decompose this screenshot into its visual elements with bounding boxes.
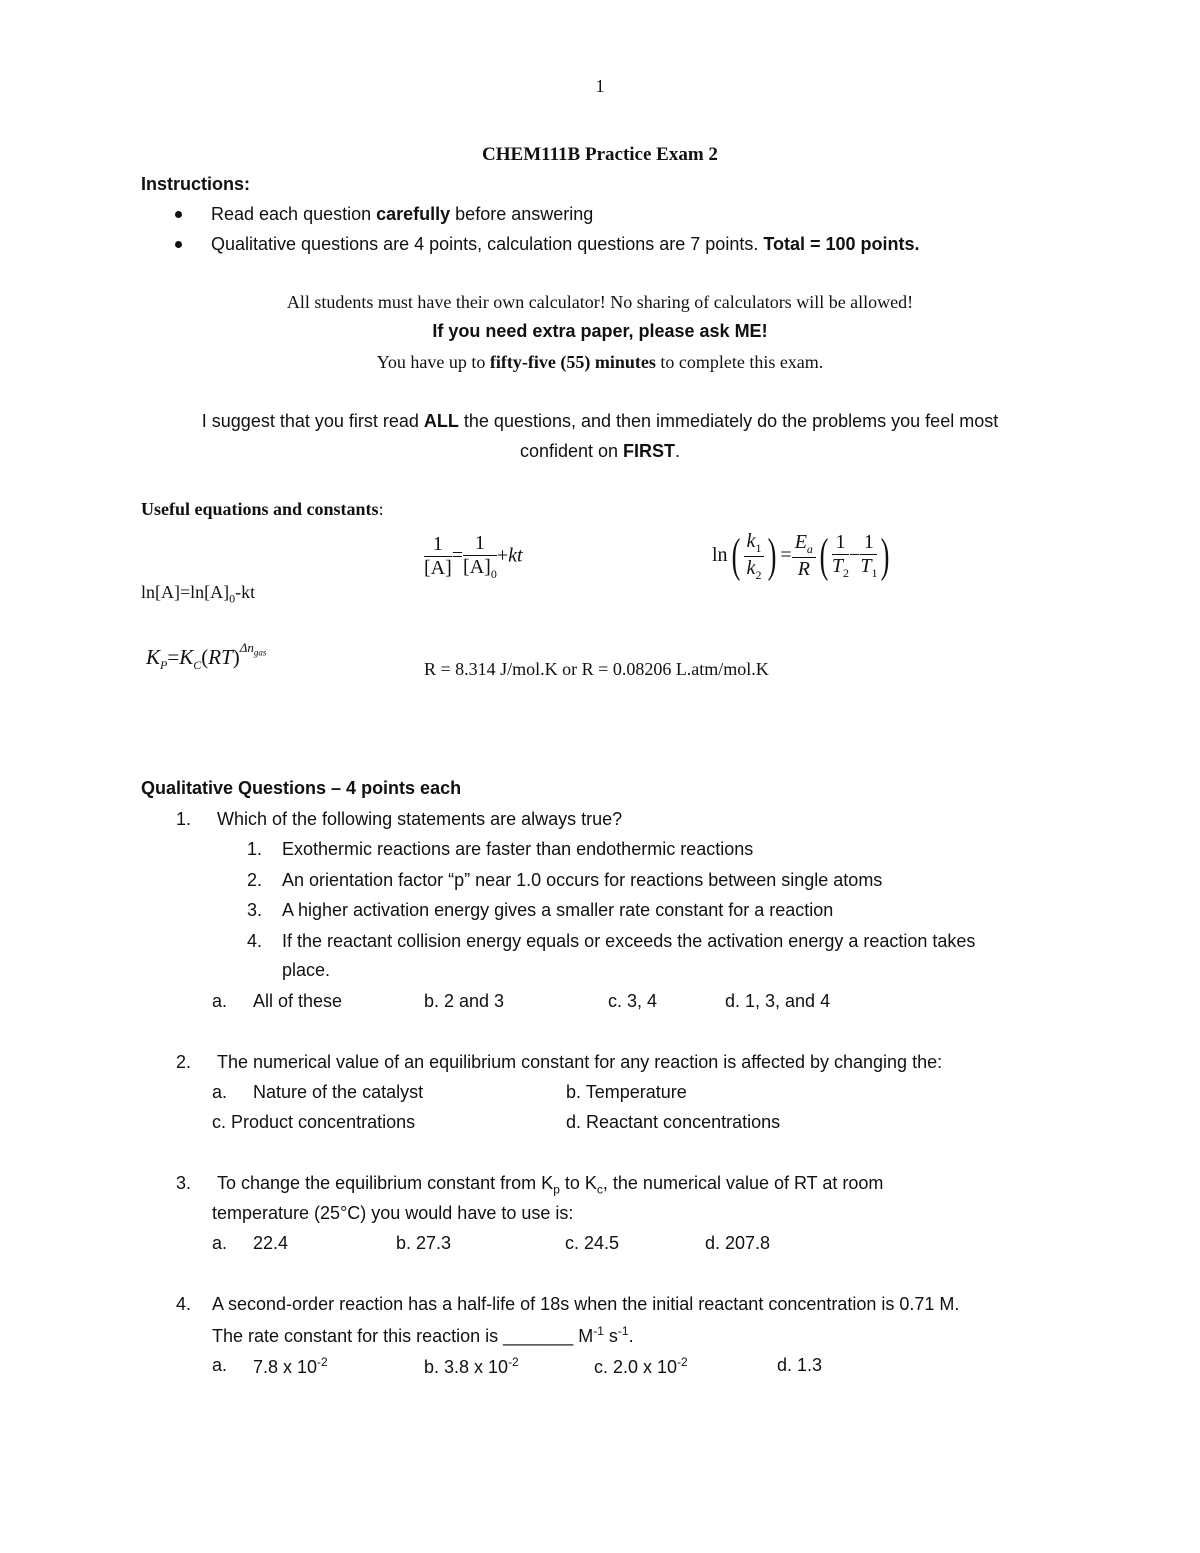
statement-text: If the reactant collision energy equals or exceeds the activation energy a reaction takes — [282, 931, 976, 951]
arrhenius-equation: ln( $\frac{k_1}{k_2}$ ) = $\frac{E_a}{R}$ ( $\frac{1}{T_2}$ − $\frac{1}{T_1}$ ) — [712, 529, 890, 583]
instruction-item-2: Qualitative questions are 4 points, calculation questions are 7 points. Total = 100 points. — [211, 234, 920, 254]
bullet-icon — [175, 241, 182, 248]
option-a: 22.4 — [253, 1233, 289, 1253]
question-3-text: To change the equilibrium constant from $K_p$ to $K_c$, the numerical value of RT at room — [217, 1173, 884, 1197]
suggestion-line-1: I suggest that you first read ALL the questions, and then immediately do the problems you feel most — [201, 411, 999, 431]
question-1-number: 1. — [176, 809, 192, 829]
question-3-text-line-2: temperature (25°C) you would have to use is: — [212, 1203, 574, 1223]
bullet-icon — [175, 211, 182, 218]
kp-kc-equation: $K_P=K_C(RT)^{\Delta n_{gas}}$ — [146, 640, 267, 673]
option-b: b. 2 and 3 — [424, 991, 505, 1011]
option-label: a. — [212, 1082, 228, 1102]
section-heading: Qualitative Questions – 4 points each — [141, 778, 462, 798]
page-number: 1 — [595, 76, 605, 96]
option-c: c. 3, 4 — [608, 991, 658, 1011]
option-b: b. 3.8 x $10^{-2}$ — [424, 1355, 519, 1377]
question-2-text: The numerical value of an equilibrium constant for any reaction is affected by changing the: — [217, 1052, 943, 1072]
statement-number: 2. — [247, 870, 263, 890]
suggestion-line-2: confident on FIRST. — [519, 441, 681, 461]
option-a: 7.8 x $10^{-2}$ — [253, 1355, 328, 1377]
option-c: c. 24.5 — [565, 1233, 620, 1253]
statement-continuation: place. — [282, 960, 331, 980]
option-d: d. 1.3 — [777, 1355, 823, 1375]
equations-heading: Useful equations and constants: — [141, 499, 384, 519]
gas-constants: R = 8.314 J/mol.K or R = 0.08206 L.atm/mol.K — [424, 659, 769, 679]
question-4-text: A second-order reaction has a half-life of 18s when the initial reactant concentration is 0.71 M. — [212, 1294, 960, 1314]
option-d: d. 1, 3, and 4 — [725, 991, 831, 1011]
question-4-text-line-2: The rate constant for this reaction is _______ $M^{-1}$ $s^{-1}$. — [212, 1324, 634, 1346]
statement-number: 3. — [247, 900, 263, 920]
option-label: a. — [212, 1233, 228, 1253]
question-2-number: 2. — [176, 1052, 192, 1072]
question-1-text: Which of the following statements are always true? — [217, 809, 623, 829]
instructions-heading: Instructions: — [141, 174, 251, 194]
second-order-equation: $\frac{1}{[A]}$ = $\frac{1}{[A]_0}$ +kt — [424, 532, 523, 581]
option-a: All of these — [253, 991, 343, 1011]
option-c: c. 2.0 x $10^{-2}$ — [594, 1355, 688, 1377]
instruction-item-1: Read each question carefully before answering — [211, 204, 594, 224]
option-d: d. 207.8 — [705, 1233, 771, 1253]
option-c: c. Product concentrations — [212, 1112, 416, 1132]
question-4-number: 4. — [176, 1294, 192, 1314]
statement-number: 1. — [247, 839, 263, 859]
option-d: d. Reactant concentrations — [566, 1112, 781, 1132]
statement-text: Exothermic reactions are faster than endothermic reactions — [282, 839, 754, 859]
extra-paper-notice: If you need extra paper, please ask ME! — [432, 321, 768, 341]
option-label: a. — [212, 991, 228, 1011]
exam-title: CHEM111B Practice Exam 2 — [482, 144, 718, 165]
statement-text: A higher activation energy gives a smaller rate constant for a reaction — [282, 900, 834, 920]
option-a: Nature of the catalyst — [253, 1082, 424, 1102]
statement-number: 4. — [247, 931, 263, 951]
statement-text: An orientation factor “p” near 1.0 occurs for reactions between single atoms — [282, 870, 883, 890]
option-b: b. 27.3 — [396, 1233, 452, 1253]
first-order-equation: $\ln[A]=\ln[A]_0-kt$ — [141, 582, 256, 606]
time-notice: You have up to fifty-five (55) minutes to complete this exam. — [376, 352, 824, 372]
question-3-number: 3. — [176, 1173, 192, 1193]
calculator-notice: All students must have their own calculator! No sharing of calculators will be allowed! — [286, 292, 914, 312]
option-label: a. — [212, 1355, 228, 1375]
option-b: b. Temperature — [566, 1082, 687, 1102]
